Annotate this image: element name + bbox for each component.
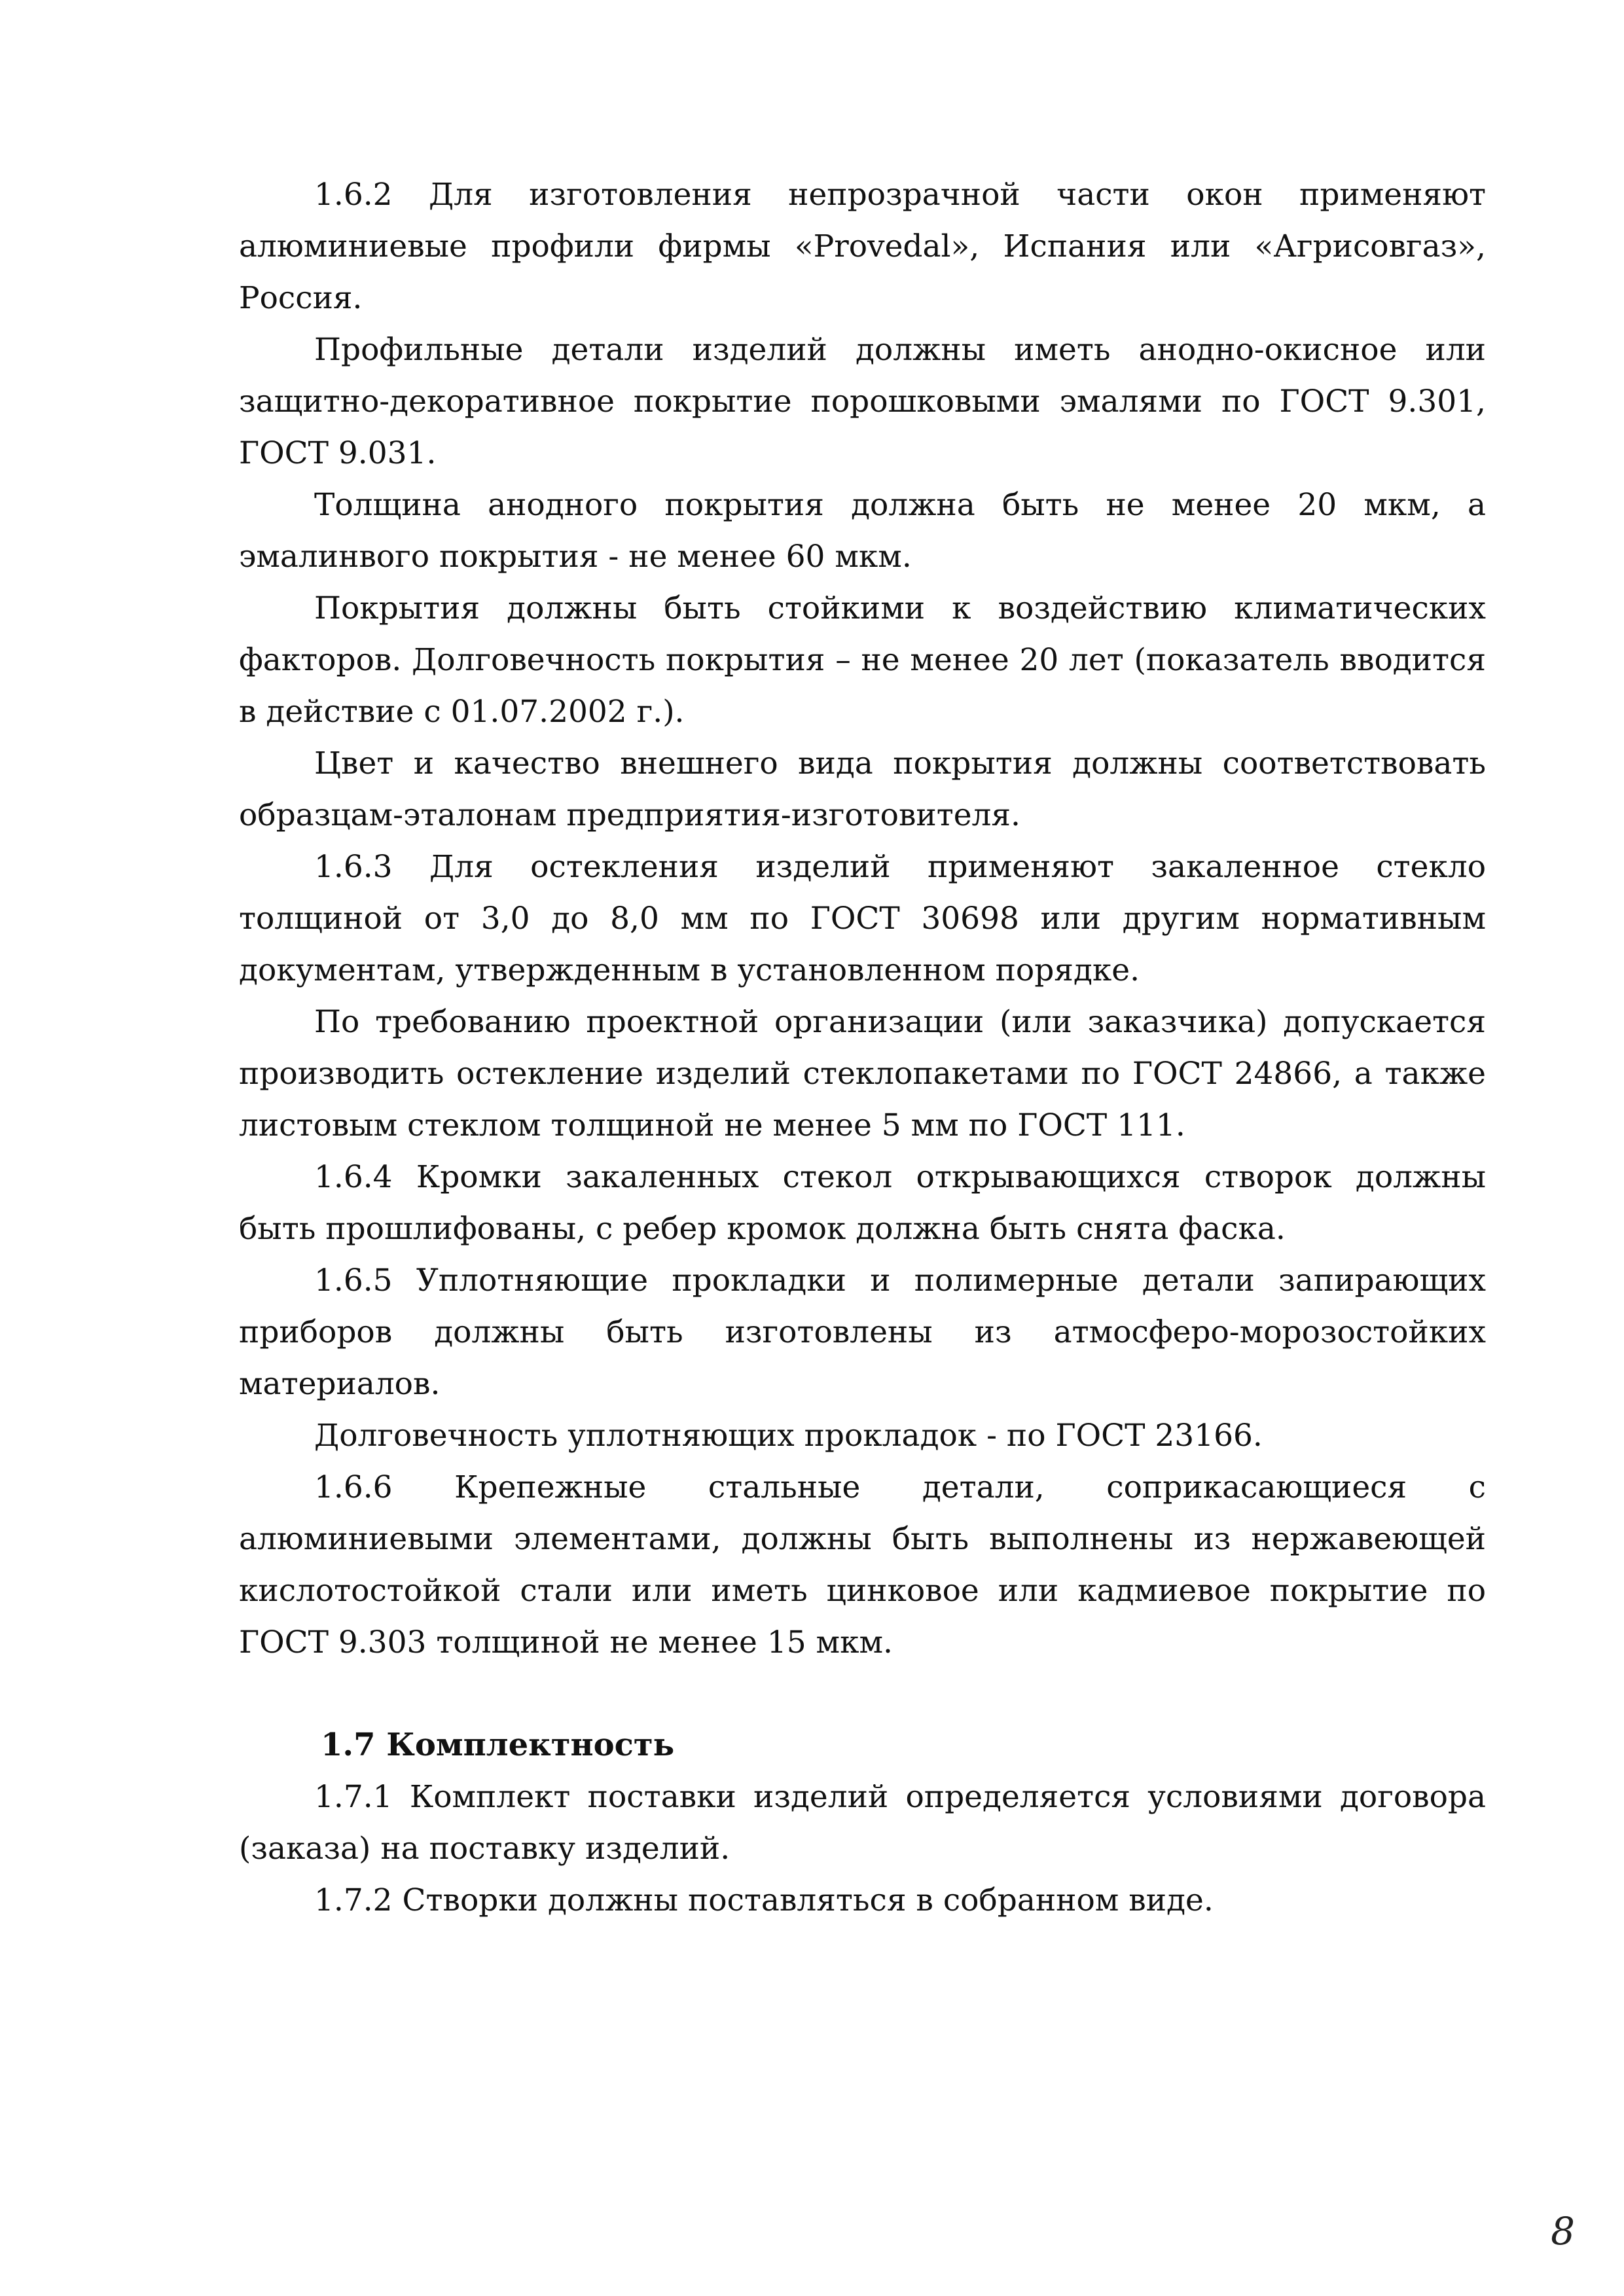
paragraph-1-6-6: 1.6.6 Крепежные стальные детали, соприкасающиеся с алюминиевыми элементами, должны быть выполнены из нержавеющей кислотостойкой стали или иметь цинковое или кадмиевое покрытие по ГОСТ 9.303 толщиной не менее 15 мкм. (239, 1469, 1486, 1660)
paragraph-coating-color: Цвет и качество внешнего вида покрытия должны соответствовать образцам-эталонам предприятия-изготовителя. (239, 745, 1486, 833)
paragraph-profile-coating: Профильные детали изделий должны иметь анодно-окисное или защитно-декоративное покрытие порошковыми эмалями по ГОСТ 9.301, ГОСТ 9.031. (239, 332, 1486, 471)
paragraph-1-6-4: 1.6.4 Кромки закаленных стекол открывающихся створок должны быть прошлифованы, с ребер кромок должна быть снята фаска. (239, 1159, 1486, 1247)
document-body (239, 169, 1486, 1926)
paragraph-1-6-5: 1.6.5 Уплотняющие прокладки и полимерные детали запирающих приборов должны быть изготовлены из атмосферо-морозостойких материалов. (239, 1263, 1486, 1402)
paragraph-1-7-2: 1.7.2 Створки должны поставляться в собранном виде. (314, 1882, 1214, 1918)
section-title-1-7: 1.7 Комплектность (321, 1727, 675, 1763)
paragraph-1-6-3: 1.6.3 Для остекления изделий применяют закаленное стекло толщиной от 3,0 до 8,0 мм по ГОСТ 30698 или другим нормативным документам, утвержденным в установленном порядке. (239, 849, 1486, 988)
paragraph-1-6-2: 1.6.2 Для изготовления непрозрачной части окон применяют алюминиевые профили фирмы «Provedal», Испания или «Агрисовгаз», Россия. (239, 177, 1486, 316)
paragraph-coating-durability: Покрытия должны быть стойкими к воздействию климатических факторов. Долговечность покрытия – не менее 20 лет (показатель вводится в действие с 01.07.2002 г.). (239, 590, 1486, 730)
paragraph-coating-thickness: Толщина анодного покрытия должна быть не менее 20 мкм, а эмалинвого покрытия - не менее 60 мкм. (239, 487, 1486, 575)
paragraph-seal-durability: Долговечность уплотняющих прокладок - по ГОСТ 23166. (314, 1418, 1263, 1454)
page-number: 8 (1551, 2209, 1575, 2253)
paragraph-1-7-1: 1.7.1 Комплект поставки изделий определяется условиями договора (заказа) на поставку изделий. (239, 1779, 1486, 1867)
paragraph-glazing-request: По требованию проектной организации (или заказчика) допускается производить остекление изделий стеклопакетами по ГОСТ 24866, а также листовым стеклом толщиной не менее 5 мм по ГОСТ 111. (239, 1004, 1486, 1143)
